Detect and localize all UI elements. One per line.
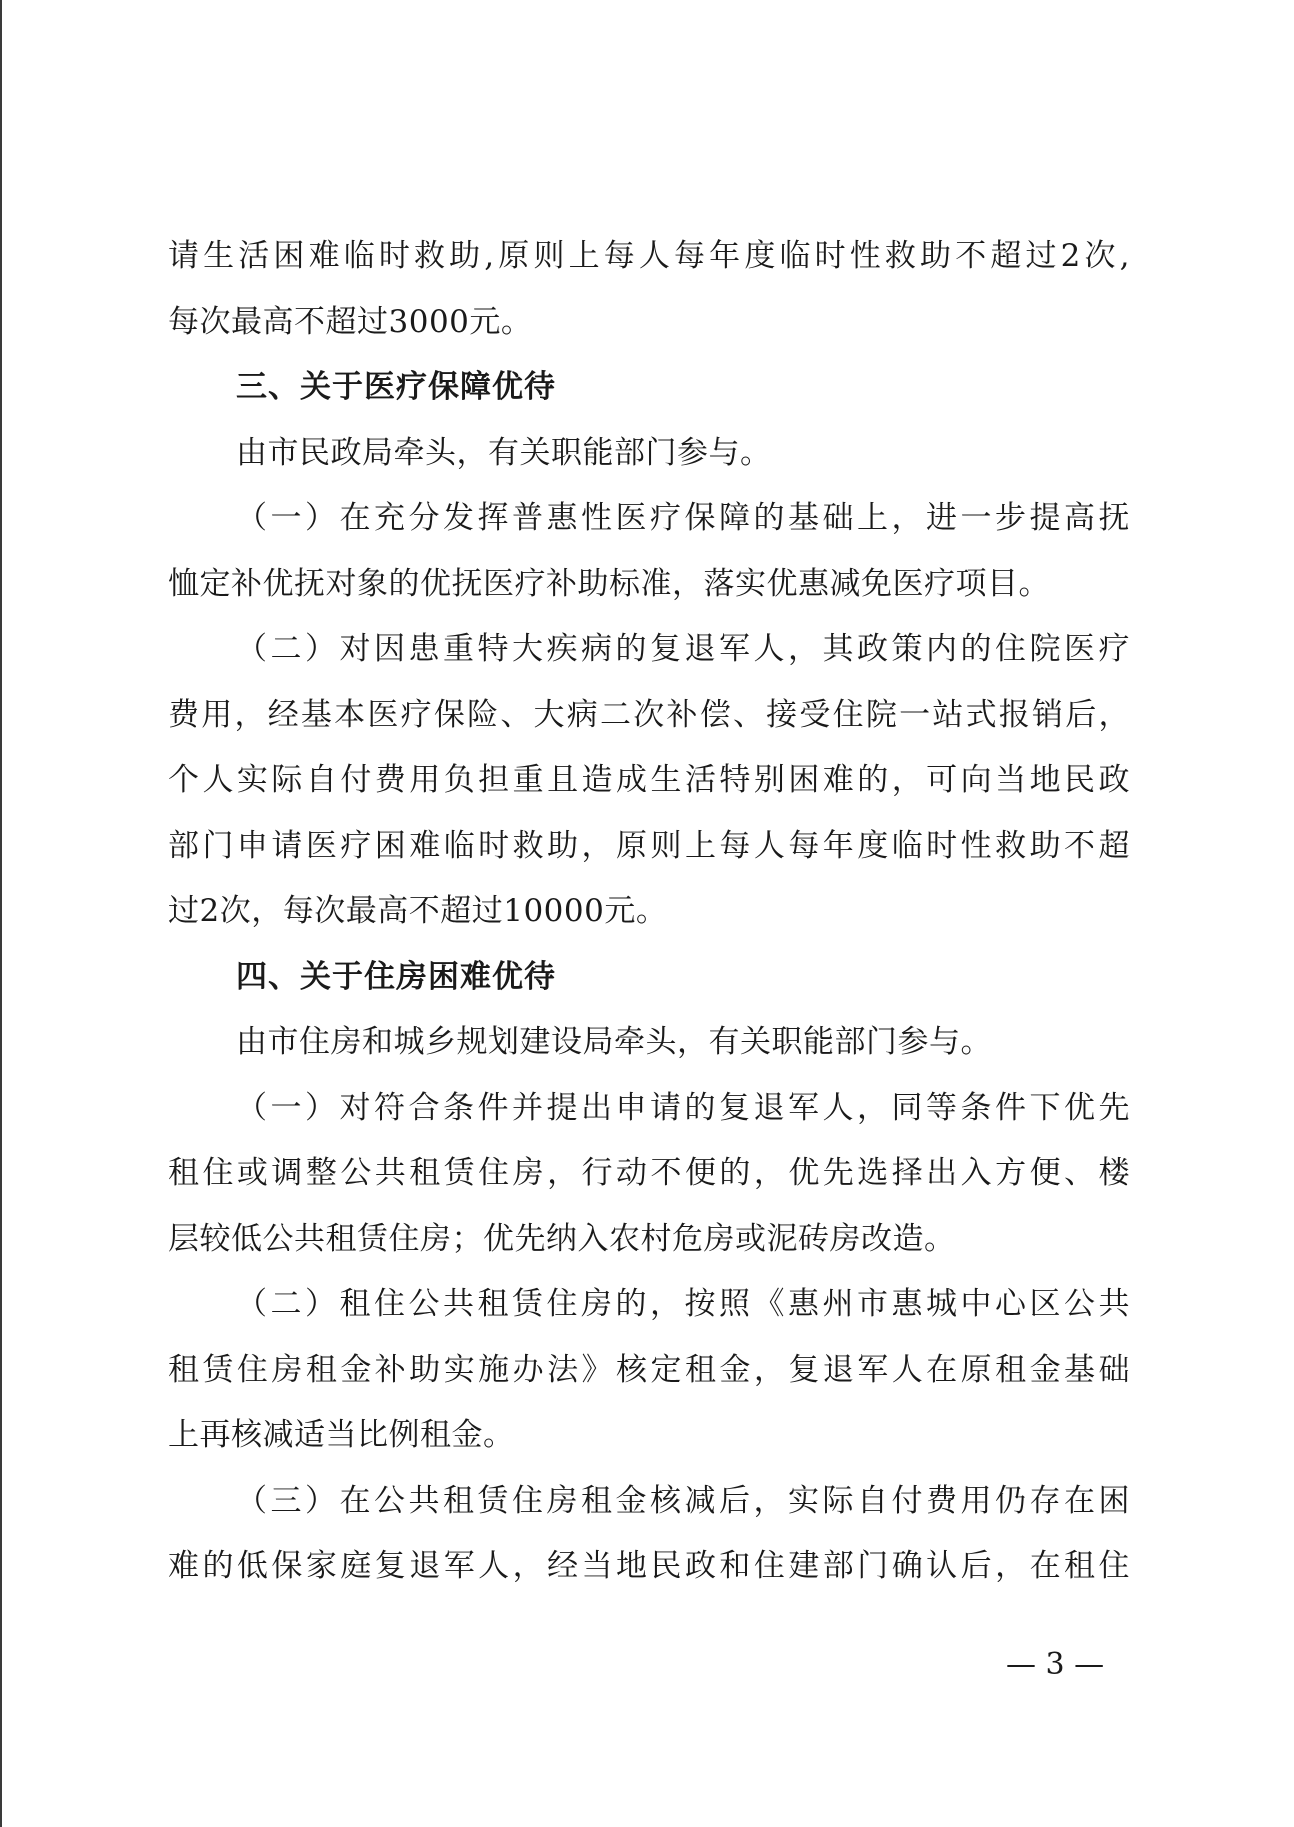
text-line: （二）租住公共租赁住房的，按照《惠州市惠城中心区公共 xyxy=(236,1286,1130,1322)
text-line: （一）对符合条件并提出申请的复退军人，同等条件下优先 xyxy=(236,1089,1130,1126)
text-line: 上再核减适当比例租金。 xyxy=(168,1417,515,1453)
section-heading-medical: 三、关于医疗保障优待 xyxy=(236,369,556,405)
text-line: 每次最高不超过3000元。 xyxy=(168,303,533,340)
text-line: （二）对因患重特大疾病的复退军人，其政策内的住院医疗 xyxy=(236,631,1130,667)
text-line: 恤定补优抚对象的优抚医疗补助标准，落实优惠减免医疗项目。 xyxy=(168,565,1050,602)
text-line: 请生活困难临时救助,原则上每人每年度临时性救助不超过2次, xyxy=(168,238,1130,274)
document-body xyxy=(168,224,1130,1600)
text-line: 难的低保家庭复退军人，经当地民政和住建部门确认后，在租住 xyxy=(168,1548,1130,1584)
page-number: — 3 — xyxy=(1006,1647,1105,1682)
text-line: 个人实际自付费用负担重且造成生活特别困难的，可向当地民政 xyxy=(168,762,1130,798)
text-line: 由市民政局牵头，有关职能部门参与。 xyxy=(236,434,772,471)
text-line: 层较低公共租赁住房；优先纳入农村危房或泥砖房改造。 xyxy=(168,1220,956,1257)
text-line: 租住或调整公共租赁住房，行动不便的，优先选择出入方便、楼 xyxy=(168,1155,1130,1191)
text-line: （一）在充分发挥普惠性医疗保障的基础上，进一步提高抚 xyxy=(236,500,1130,536)
text-line: 部门申请医疗困难临时救助，原则上每人每年度临时性救助不超 xyxy=(168,827,1130,864)
text-line: 租赁住房租金补助实施办法》核定租金，复退军人在原租金基础 xyxy=(168,1351,1130,1388)
section-heading-housing: 四、关于住房困难优待 xyxy=(236,958,556,995)
text-line: 过2次，每次最高不超过10000元。 xyxy=(168,893,668,929)
text-line: （三）在公共租赁住房租金核减后，实际自付费用仍存在困 xyxy=(236,1482,1130,1519)
text-line: 费用，经基本医疗保险、大病二次补偿、接受住院一站式报销后， xyxy=(168,696,1130,733)
page-edge-line xyxy=(0,0,2,1827)
text-line: 由市住房和城乡规划建设局牵头，有关职能部门参与。 xyxy=(236,1024,992,1060)
